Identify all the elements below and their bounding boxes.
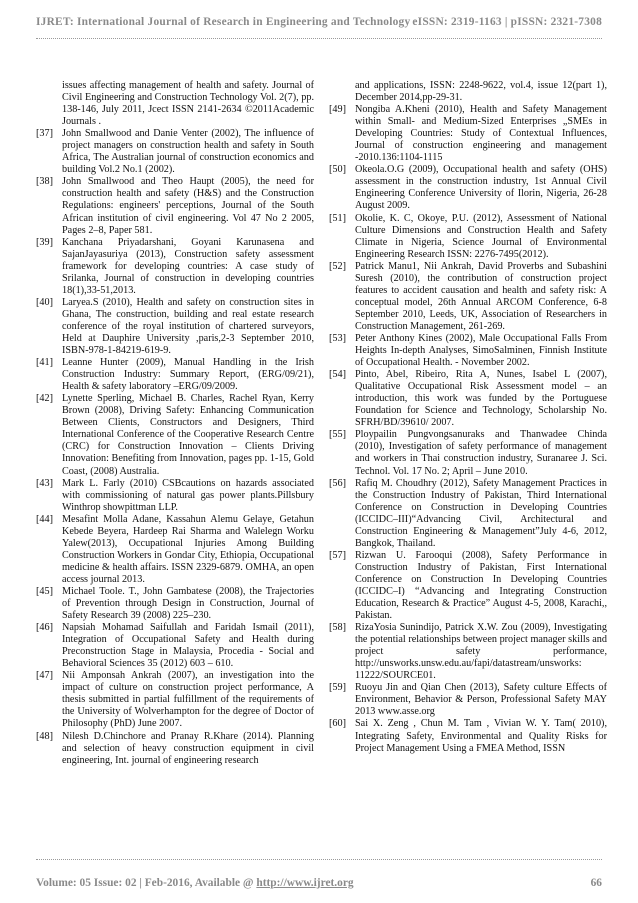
reference-number: [59] bbox=[329, 682, 346, 694]
reference-number: [45] bbox=[36, 585, 53, 597]
reference-text: Napsiah Mohamad Saifullah and Faridah Ismail (2011), Integration of Occupational Safety and Health during Preconstruction Stage in Malaysia, Procedia - Social and Behavioral Sciences 35 (2012) 603 – 610. bbox=[62, 622, 314, 670]
reference-entry bbox=[36, 176, 314, 236]
reference-number: [46] bbox=[36, 622, 53, 634]
reference-entry bbox=[329, 164, 607, 212]
reference-entry bbox=[36, 586, 314, 622]
reference-text: Patrick Manu1, Nii Ankrah, David Proverbs and Subashini Suresh (2010), the contribution of construction project features to accident causation and health and safety risk: A conceptual model, 26th Annual ARCOM Conference, 6-8 September 2010, Leeds, UK, Association of Researchers in Construction Management, 261-269. bbox=[355, 260, 607, 332]
reference-entry bbox=[329, 429, 607, 477]
volume-text: Volume: 05 Issue: 02 | Feb-2016, Available @ bbox=[36, 877, 257, 889]
reference-text: Sai X. Zeng , Chun M. Tam , Vivian W. Y. Tam( 2010), Integrating Safety, Environmental and Quality Risks for Project Management Using a FMEA Method, ISSN bbox=[355, 718, 607, 754]
page-footer bbox=[36, 877, 602, 889]
page-number: 66 bbox=[590, 877, 602, 889]
issue-info bbox=[36, 877, 354, 889]
reference-entry bbox=[36, 297, 314, 357]
right-column bbox=[329, 80, 607, 852]
reference-number: [39] bbox=[36, 236, 53, 248]
left-column bbox=[36, 80, 314, 852]
footer-divider bbox=[36, 859, 602, 860]
reference-entry bbox=[329, 682, 607, 718]
reference-entry bbox=[329, 261, 607, 333]
reference-text: Nilesh D.Chinchore and Pranay R.Khare (2014). Planning and selection of heavy construction equipment in civil engineering, Int. journal of engineering research bbox=[62, 730, 314, 766]
reference-text: John Smallwood and Danie Venter (2002), The influence of project managers on construction health and safety in South Africa, The Australian journal of construction economics and building Vol.2 No.1 (2002). bbox=[62, 128, 314, 176]
reference-entry bbox=[36, 731, 314, 767]
journal-title: IJRET: International Journal of Research in Engineering and Technology bbox=[36, 16, 411, 28]
reference-entry bbox=[329, 622, 607, 682]
reference-text: Nongiba A.Kheni (2010), Health and Safety Management within Small- and Medium-Sized Enterprises „SMEs in Developing Countries: Study of Contextual Influences, Journal of construction engineering and management -2010.136:1104-1115 bbox=[355, 104, 607, 164]
reference-entry bbox=[36, 622, 314, 670]
reference-number: [41] bbox=[36, 357, 53, 369]
reference-number: [49] bbox=[329, 104, 346, 116]
reference-entry bbox=[329, 104, 607, 164]
reference-entry bbox=[36, 514, 314, 586]
reference-text: Rizwan U. Farooqui (2008), Safety Performance in Construction Industry of Pakistan, First International Conference on Construction In Developing Countries (ICCIDC–I) “Advancing and Integrating Construction Education, Research & Practice” August 4-5, 2008, Karachi,, Pakistan. bbox=[355, 549, 607, 622]
reference-text: Okeola.O.G (2009), Occupational health and safety (OHS) assessment in the construction industry, 1st Annual Civil Engineering Conference University of Ilorin, Nigeria, 26-28 August 2009. bbox=[355, 164, 607, 212]
reference-number: [38] bbox=[36, 176, 53, 188]
reference-text: Kanchana Priyadarshani, Goyani Karunasena and SajanJayasuriya (2013), Construction safety assessment framework for developing countries: A case study of Srilanka, Journal of construction in developing countries 18(1),33-51,2013. bbox=[62, 236, 314, 296]
reference-entry bbox=[36, 478, 314, 514]
reference-number: [44] bbox=[36, 513, 53, 525]
reference-text: Okolie, K. C, Okoye, P.U. (2012), Assessment of National Culture Dimensions and Construction Health and Safety Climate in Nigeria, Science Journal of Environmental Engineering Research ISSN: 2276-7495(2012). bbox=[355, 212, 607, 260]
reference-entry bbox=[329, 478, 607, 550]
reference-entry bbox=[36, 393, 314, 477]
reference-entry bbox=[36, 670, 314, 730]
reference-number: [43] bbox=[36, 477, 53, 489]
reference-entry bbox=[36, 80, 314, 128]
reference-number: [51] bbox=[329, 212, 346, 224]
reference-number: [48] bbox=[36, 730, 53, 742]
reference-text: Leanne Hunter (2009), Manual Handling in the Irish Construction Industry: Summary Report, (ERG/09/21), Health & safety laboratory –ERG/09/2009. bbox=[62, 357, 314, 393]
reference-text: Laryea.S (2010), Health and safety on construction sites in Ghana, The construction, building and real estate research conference of the royal institution of chartered surveyors, Held at Dauphire University ,paris,2-3 September 2010, ISBN-978-1-84219-619-9. bbox=[62, 296, 314, 357]
reference-number: [52] bbox=[329, 260, 346, 272]
reference-text: Nii Amponsah Ankrah (2007), an investigation into the impact of culture on construction project performance, A thesis submitted in partial fulfillment of the requirements of the University of Wolverhampton for the degree of Doctor of Philosophy (PhD) June 2007. bbox=[62, 670, 314, 730]
reference-number: [56] bbox=[329, 477, 346, 489]
reference-entry bbox=[329, 369, 607, 429]
reference-text: Ploypailin Pungvongsanuraks and Thanwadee Chinda (2010), Investigation of safety performance of management and workers in Thai construction industry, Suranaree J. Sci. Technol. Vol. 17 No. 2; April – June 2010. bbox=[355, 429, 607, 477]
reference-entry bbox=[329, 80, 607, 104]
reference-entry bbox=[36, 357, 314, 393]
reference-number: [57] bbox=[329, 549, 346, 561]
reference-text: Rafiq M. Choudhry (2012), Safety Management Practices in the Construction Industry of Pakistan, Third International Conference on Construction in Developing Countries (ICCIDC–III)“Advancing Civil, Architectural and Construction Engineering & Management”July 4-6, 2012, Bangkok, Thailand. bbox=[355, 477, 607, 549]
page-header bbox=[36, 16, 602, 28]
reference-entry bbox=[329, 550, 607, 622]
reference-number: [47] bbox=[36, 670, 53, 682]
reference-text: Ruoyu Jin and Qian Chen (2013), Safety culture Effects of Environment, Behavior & Person, Professional Safety MAY 2013 www.asse.org bbox=[355, 682, 607, 718]
reference-text: John Smallwood and Theo Haupt (2005), the need for construction health and safety (H&S) and the Construction Regulations: engineers' perceptions, Journal of the South African institution of civil engineering. Vol 47 No 2 2005, Pages 2–8, Paper 581. bbox=[62, 176, 314, 236]
reference-text: Lynette Sperling, Michael B. Charles, Rachel Ryan, Kerry Brown (2008), Driving Safety: Enhancing Communication Between Clients, Constructors and Designers, Third International Conference of the Cooperative Research Centre (CRC) for Construction Innovation – Clients Driving Innovation: Benefiting from Innovation, pages pp. 1-15, Gold Coast, (2008) Australia. bbox=[62, 393, 314, 477]
references-body bbox=[36, 80, 607, 852]
reference-text: Peter Anthony Kines (2002), Male Occupational Falls From Heights In-depth Analyses, SimoSalminen, Finnish Institute of Occupational Health. - November 2002. bbox=[355, 332, 607, 369]
reference-number: [37] bbox=[36, 128, 53, 140]
reference-text: Mark L. Farly (2010) CSBcautions on hazards associated with commissioning of natural gas power plants.Pillsbury Winthrop showpittman LLP. bbox=[62, 477, 314, 513]
reference-entry bbox=[36, 128, 314, 176]
reference-text: RizaYosia Sunindijo, Patrick X.W. Zou (2009), Investigating the potential relationships between project manager skills and project safety performance, http://unsworks.unsw.edu.au/fapi/datastream/unsworks: 11222/SOURCE01. bbox=[355, 622, 607, 682]
reference-number: [50] bbox=[329, 164, 346, 176]
issn-info: eISSN: 2319-1163 | pISSN: 2321-7308 bbox=[412, 16, 602, 28]
reference-number: [54] bbox=[329, 369, 346, 381]
reference-number: [55] bbox=[329, 429, 346, 441]
journal-link[interactable]: http://www.ijret.org bbox=[256, 877, 354, 889]
reference-number: [53] bbox=[329, 332, 346, 344]
reference-text: and applications, ISSN: 2248-9622, vol.4, issue 12(part 1), December 2014,pp-29-31. bbox=[355, 80, 607, 104]
reference-text: Mesafint Molla Adane, Kassahun Alemu Gelaye, Getahun Kebede Beyera, Hardeep Rai Sharma and Walelegn Worku Yalew(2013), Occupational Injuries Among Building Construction Workers in Gondar City, Ethiopia, Occupational medicine & health affairs. ISSN 2329-6879. OMHA, an open access journal 2013. bbox=[62, 513, 314, 585]
reference-entry bbox=[36, 237, 314, 297]
reference-number: [58] bbox=[329, 622, 346, 634]
reference-number: [42] bbox=[36, 393, 53, 405]
reference-number: [60] bbox=[329, 718, 346, 730]
reference-text: Michael Toole. T., John Gambatese (2008), the Trajectories of Prevention through Design in Construction, Journal of Safety Research 39 (2008) 225–230. bbox=[62, 585, 314, 622]
header-divider bbox=[36, 38, 602, 39]
reference-number: [40] bbox=[36, 296, 53, 308]
reference-text: issues affecting management of health and safety. Journal of Civil Engineering and Construction Technology Vol. 2(7), pp. 138-146, July 2011, Jcect ISSN 2141-2634 ©2011Academic Journals . bbox=[62, 80, 314, 128]
reference-entry bbox=[329, 213, 607, 261]
reference-entry bbox=[329, 333, 607, 369]
reference-entry bbox=[329, 718, 607, 754]
reference-text: Pinto, Abel, Ribeiro, Rita A, Nunes, Isabel L (2007), Qualitative Occupational Risk Assessment model – an introduction, this work was funded by the Portuguese Foundation for Science and Technology, Scholarship No. SFRH/BD/39610/ 2007. bbox=[355, 369, 607, 429]
